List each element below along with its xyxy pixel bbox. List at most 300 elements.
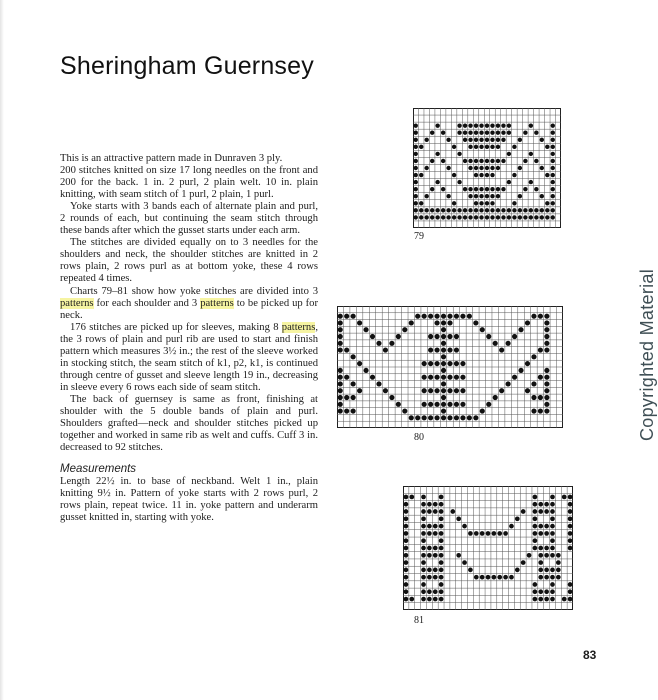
- stitch-dot: [433, 502, 438, 507]
- stitch-dot: [457, 123, 461, 127]
- stitch-dot: [409, 495, 414, 500]
- stitch-dot: [540, 215, 544, 219]
- stitch-dot: [433, 568, 438, 573]
- stitch-dot: [538, 502, 543, 507]
- stitch-dot: [479, 173, 483, 177]
- stitch-dot: [404, 516, 409, 521]
- stitch-dot: [404, 589, 409, 594]
- stitch-dot: [485, 215, 489, 219]
- stitch-dot: [447, 320, 452, 325]
- stitch-dot: [441, 314, 446, 319]
- chart-80: [337, 306, 563, 428]
- stitch-dot: [512, 375, 517, 380]
- stitch-dot: [518, 138, 522, 142]
- stitch-dot: [427, 589, 432, 594]
- stitch-dot: [441, 131, 445, 135]
- stitch-dot: [529, 208, 533, 212]
- stitch-dot: [556, 553, 561, 558]
- stitch-dot: [562, 495, 567, 500]
- stitch-dot: [512, 208, 516, 212]
- stitch-dot: [501, 215, 505, 219]
- stitch-dot: [409, 597, 414, 602]
- chart-81: [403, 486, 573, 610]
- stitch-dot: [452, 208, 456, 212]
- stitch-dot: [450, 509, 455, 514]
- highlight: patterns: [60, 297, 94, 309]
- stitch-dot: [527, 553, 532, 558]
- stitch-dot: [421, 582, 426, 587]
- stitch-dot: [480, 531, 485, 536]
- stitch-dot: [538, 375, 543, 380]
- stitch-dot: [414, 215, 418, 219]
- stitch-dot: [419, 145, 423, 149]
- stitch-dot: [544, 575, 549, 580]
- stitch-dot: [499, 388, 504, 393]
- stitch-dot: [523, 208, 527, 212]
- stitch-dot: [486, 334, 491, 339]
- stitch-dot: [441, 208, 445, 212]
- stitch-dot: [338, 381, 343, 386]
- stitch-dot: [338, 341, 343, 346]
- stitch-dot: [525, 361, 530, 366]
- stitch-dot: [523, 159, 527, 163]
- stitch-dot: [338, 368, 343, 373]
- stitch-dot: [454, 402, 459, 407]
- stitch-dot: [499, 347, 504, 352]
- stitch-dot: [544, 589, 549, 594]
- stitch-dot: [538, 314, 543, 319]
- stitch-dot: [396, 402, 401, 407]
- stitch-dot: [538, 395, 543, 400]
- stitch-dot: [468, 123, 472, 127]
- stitch-dot: [427, 568, 432, 573]
- stitch-dot: [421, 553, 426, 558]
- stitch-dot: [496, 194, 500, 198]
- stitch-dot: [551, 173, 555, 177]
- stitch-dot: [496, 138, 500, 142]
- stitch-dot: [551, 123, 555, 127]
- stitch-dot: [419, 201, 423, 205]
- stitch-dot: [421, 575, 426, 580]
- stitch-dot: [474, 215, 478, 219]
- stitch-dot: [414, 173, 418, 177]
- stitch-dot: [454, 375, 459, 380]
- stitch-dot: [486, 575, 491, 580]
- stitch-dot: [468, 208, 472, 212]
- chart-81-caption: 81: [414, 615, 424, 626]
- stitch-dot: [544, 531, 549, 536]
- stitch-dot: [435, 180, 439, 184]
- stitch-dot: [396, 334, 401, 339]
- stitch-dot: [529, 215, 533, 219]
- highlight: patterns: [200, 297, 234, 309]
- stitch-dot: [479, 166, 483, 170]
- stitch-dot: [344, 314, 349, 319]
- stitch-dot: [404, 495, 409, 500]
- stitch-dot: [468, 131, 472, 135]
- stitch-dot: [538, 589, 543, 594]
- stitch-dot: [562, 597, 567, 602]
- stitch-dot: [414, 194, 418, 198]
- stitch-dot: [490, 215, 494, 219]
- stitch-dot: [414, 123, 418, 127]
- stitch-dot: [428, 388, 433, 393]
- stitch-dot: [427, 502, 432, 507]
- stitch-dot: [363, 327, 368, 332]
- stitch-dot: [479, 201, 483, 205]
- stitch-dot: [414, 201, 418, 205]
- stitch-dot: [568, 509, 573, 514]
- binding-shadow: [0, 0, 4, 700]
- stitch-dot: [468, 215, 472, 219]
- stitch-dot: [474, 531, 479, 536]
- stitch-dot: [501, 138, 505, 142]
- stitch-dot: [496, 215, 500, 219]
- stitch-dot: [468, 568, 473, 573]
- stitch-dot: [473, 415, 478, 420]
- stitch-dot: [533, 502, 538, 507]
- stitch-dot: [421, 546, 426, 551]
- stitch-dot: [497, 575, 502, 580]
- text-run: for each shoulder and 3: [93, 297, 201, 309]
- stitch-dot: [460, 361, 465, 366]
- stitch-dot: [544, 524, 549, 529]
- paragraph-back: The back of guernsey is same as front, finishing at shoulder with the 5 double bands of plain and purl. Shoulders grafted—neck and shoulder stitches picked up together and worked in same rib as welt and cuffs. Cuff 3 in. decreased to 92 stitches.: [60, 393, 318, 454]
- stitch-dot: [338, 347, 343, 352]
- stitch-dot: [427, 524, 432, 529]
- stitch-dot: [518, 194, 522, 198]
- stitch-dot: [404, 582, 409, 587]
- paragraph-charts: [60, 286, 318, 322]
- stitch-dot: [544, 408, 549, 413]
- stitch-dot: [538, 575, 543, 580]
- stitch-dot: [435, 388, 440, 393]
- stitch-dot: [551, 138, 555, 142]
- stitch-dot: [351, 314, 356, 319]
- stitch-dot: [529, 123, 533, 127]
- stitch-dot: [550, 568, 555, 573]
- stitch-dot: [515, 516, 520, 521]
- stitch-dot: [441, 368, 446, 373]
- stitch-dot: [421, 495, 426, 500]
- stitch-dot: [447, 314, 452, 319]
- stitch-dot: [439, 509, 444, 514]
- stitch-dot: [550, 531, 555, 536]
- stitch-dot: [357, 320, 362, 325]
- stitch-dot: [474, 575, 479, 580]
- stitch-dot: [460, 402, 465, 407]
- stitch-dot: [441, 215, 445, 219]
- stitch-dot: [523, 131, 527, 135]
- stitch-dot: [414, 131, 418, 135]
- stitch-dot: [404, 597, 409, 602]
- stitch-dot: [425, 166, 429, 170]
- stitch-dot: [538, 347, 543, 352]
- stitch-dot: [523, 187, 527, 191]
- stitch-dot: [338, 334, 343, 339]
- chart-80-caption: 80: [414, 432, 424, 443]
- text-run: 176 stitches are picked up for sleeves, making 8: [70, 321, 282, 333]
- stitch-dot: [433, 546, 438, 551]
- stitch-dot: [479, 145, 483, 149]
- stitch-dot: [540, 208, 544, 212]
- stitch-dot: [551, 166, 555, 170]
- paragraph-sleeves: [60, 322, 318, 394]
- stitch-dot: [415, 314, 420, 319]
- stitch-dot: [540, 194, 544, 198]
- stitch-dot: [492, 531, 497, 536]
- stitch-dot: [490, 173, 494, 177]
- stitch-dot: [452, 201, 456, 205]
- stitch-dot: [551, 180, 555, 184]
- text-run: , the 3 rows of plain and purl rib are used to start and finish pattern which measures 3½ in.; the rest of the sleeve worked in stocking stitch, the seam stitch of k1, p2, k1, is continued through centre of gusset and sleeve length 19 in., decreasing in sleeve every 6 rows each side of seam stitch.: [60, 321, 318, 393]
- stitch-dot: [496, 123, 500, 127]
- stitch-dot: [551, 152, 555, 156]
- stitch-dot: [490, 159, 494, 163]
- stitch-dot: [544, 597, 549, 602]
- stitch-dot: [496, 208, 500, 212]
- paragraph-yarn: This is an attractive pattern made in Dunraven 3 ply.: [60, 153, 283, 164]
- stitch-dot: [435, 123, 439, 127]
- stitch-dot: [447, 375, 452, 380]
- stitch-dot: [457, 152, 461, 156]
- paragraph-yoke: Yoke starts with 3 bands each of alternate plain and purl, 2 rounds of each, but continuing the seam stitch through these bands after which the gusset starts under each arm.: [60, 201, 318, 237]
- stitch-dot: [545, 201, 549, 205]
- stitch-dot: [414, 145, 418, 149]
- stitch-dot: [485, 166, 489, 170]
- stitch-dot: [427, 546, 432, 551]
- stitch-dot: [419, 173, 423, 177]
- stitch-dot: [550, 575, 555, 580]
- stitch-dot: [427, 509, 432, 514]
- stitch-dot: [439, 582, 444, 587]
- stitch-dot: [338, 314, 343, 319]
- stitch-dot: [533, 582, 538, 587]
- stitch-dot: [538, 509, 543, 514]
- stitch-dot: [404, 524, 409, 529]
- stitch-dot: [480, 408, 485, 413]
- stitch-dot: [370, 334, 375, 339]
- stitch-dot: [439, 546, 444, 551]
- stitch-dot: [344, 408, 349, 413]
- stitch-dot: [419, 208, 423, 212]
- stitch-dot: [439, 589, 444, 594]
- stitch-dot: [463, 215, 467, 219]
- stitch-dot: [447, 361, 452, 366]
- stitch-dot: [404, 538, 409, 543]
- stitch-dot: [433, 597, 438, 602]
- stitch-dot: [452, 215, 456, 219]
- stitch-dot: [512, 173, 516, 177]
- stitch-dot: [468, 138, 472, 142]
- stitch-dot: [454, 314, 459, 319]
- stitch-dot: [441, 334, 446, 339]
- stitch-dot: [490, 138, 494, 142]
- stitch-dot: [507, 131, 511, 135]
- stitch-dot: [468, 166, 472, 170]
- stitch-dot: [441, 415, 446, 420]
- stitch-dot: [515, 568, 520, 573]
- stitch-dot: [521, 509, 526, 514]
- copyright-watermark: Copyrighted Material: [637, 268, 657, 442]
- paragraph-stitches: 200 stitches knitted on size 17 long needles on the front and 200 for the back. 1 in. 2 purl, 2 plain welt. 10 in. plain knitting, with seam stitch of 1 purl, 2 plain, 1 purl.: [60, 165, 318, 201]
- stitch-dot: [550, 582, 555, 587]
- stitch-dot: [531, 395, 536, 400]
- stitch-dot: [425, 194, 429, 198]
- stitch-dot: [531, 314, 536, 319]
- stitch-dot: [433, 524, 438, 529]
- stitch-dot: [512, 145, 516, 149]
- stitch-dot: [441, 375, 446, 380]
- stitch-dot: [414, 180, 418, 184]
- stitch-dot: [544, 553, 549, 558]
- stitch-dot: [551, 201, 555, 205]
- stitch-dot: [421, 538, 426, 543]
- stitch-dot: [474, 123, 478, 127]
- stitch-dot: [425, 208, 429, 212]
- stitch-dot: [454, 388, 459, 393]
- stitch-dot: [454, 347, 459, 352]
- stitch-dot: [467, 415, 472, 420]
- stitch-dot: [534, 187, 538, 191]
- stitch-dot: [545, 215, 549, 219]
- stitch-dot: [479, 123, 483, 127]
- stitch-dot: [441, 408, 446, 413]
- stitch-dot: [531, 381, 536, 386]
- stitch-dot: [439, 560, 444, 565]
- stitch-dot: [545, 173, 549, 177]
- stitch-dot: [430, 215, 434, 219]
- stitch-dot: [463, 131, 467, 135]
- stitch-dot: [344, 375, 349, 380]
- stitch-dot: [533, 546, 538, 551]
- stitch-dot: [439, 538, 444, 543]
- stitch-dot: [430, 159, 434, 163]
- stitch-dot: [428, 402, 433, 407]
- stitch-dot: [479, 208, 483, 212]
- stitch-dot: [428, 375, 433, 380]
- stitch-dot: [457, 215, 461, 219]
- stitch-dot: [421, 560, 426, 565]
- stitch-dot: [485, 187, 489, 191]
- stitch-dot: [376, 381, 381, 386]
- stitch-dot: [338, 327, 343, 332]
- stitch-dot: [446, 138, 450, 142]
- stitch-dot: [439, 568, 444, 573]
- stitch-dot: [447, 347, 452, 352]
- stitch-dot: [521, 560, 526, 565]
- stitch-dot: [507, 123, 511, 127]
- stitch-dot: [439, 531, 444, 536]
- stitch-dot: [485, 145, 489, 149]
- stitch-dot: [493, 341, 498, 346]
- stitch-dot: [509, 524, 514, 529]
- stitch-dot: [421, 568, 426, 573]
- stitch-dot: [550, 553, 555, 558]
- stitch-dot: [376, 341, 381, 346]
- stitch-dot: [474, 173, 478, 177]
- stitch-dot: [507, 208, 511, 212]
- stitch-dot: [457, 208, 461, 212]
- stitch-dot: [534, 159, 538, 163]
- stitch-dot: [435, 347, 440, 352]
- stitch-dot: [468, 187, 472, 191]
- stitch-dot: [474, 159, 478, 163]
- stitch-dot: [538, 560, 543, 565]
- stitch-dot: [568, 502, 573, 507]
- stitch-dot: [338, 402, 343, 407]
- stitch-dot: [457, 180, 461, 184]
- stitch-dot: [540, 138, 544, 142]
- stitch-dot: [485, 131, 489, 135]
- stitch-dot: [441, 327, 446, 332]
- stitch-dot: [544, 502, 549, 507]
- stitch-dot: [454, 334, 459, 339]
- stitch-dot: [485, 123, 489, 127]
- stitch-dot: [506, 341, 511, 346]
- stitch-dot: [479, 138, 483, 142]
- stitch-dot: [351, 395, 356, 400]
- stitch-dot: [568, 531, 573, 536]
- stitch-dot: [512, 201, 516, 205]
- stitch-dot: [430, 187, 434, 191]
- stitch-dot: [474, 131, 478, 135]
- stitch-dot: [533, 495, 538, 500]
- stitch-dot: [544, 368, 549, 373]
- stitch-dot: [501, 123, 505, 127]
- stitch-dot: [501, 159, 505, 163]
- stitch-dot: [518, 368, 523, 373]
- stitch-dot: [568, 546, 573, 551]
- stitch-dot: [441, 361, 446, 366]
- stitch-dot: [496, 187, 500, 191]
- stitch-dot: [447, 415, 452, 420]
- stitch-dot: [550, 495, 555, 500]
- stitch-dot: [551, 145, 555, 149]
- stitch-dot: [501, 208, 505, 212]
- stitch-dot: [503, 531, 508, 536]
- stitch-dot: [435, 334, 440, 339]
- stitch-dot: [486, 531, 491, 536]
- stitch-dot: [441, 159, 445, 163]
- stitch-dot: [427, 531, 432, 536]
- stitch-dot: [496, 145, 500, 149]
- stitch-dot: [550, 546, 555, 551]
- stitch-dot: [468, 145, 472, 149]
- stitch-dot: [456, 553, 461, 558]
- stitch-dot: [460, 415, 465, 420]
- stitch-dot: [409, 320, 414, 325]
- page-title: Sheringham Guernsey: [60, 52, 314, 80]
- stitch-dot: [533, 538, 538, 543]
- stitch-dot: [460, 388, 465, 393]
- stitch-dot: [492, 575, 497, 580]
- stitch-dot: [485, 159, 489, 163]
- stitch-dot: [419, 215, 423, 219]
- stitch-dot: [544, 347, 549, 352]
- stitch-dot: [479, 187, 483, 191]
- stitch-dot: [556, 560, 561, 565]
- stitch-dot: [462, 560, 467, 565]
- stitch-dot: [404, 560, 409, 565]
- stitch-dot: [439, 516, 444, 521]
- stitch-dot: [485, 201, 489, 205]
- chart-79: [413, 108, 561, 228]
- stitch-dot: [490, 201, 494, 205]
- stitch-dot: [468, 194, 472, 198]
- stitch-dot: [540, 166, 544, 170]
- stitch-dot: [446, 208, 450, 212]
